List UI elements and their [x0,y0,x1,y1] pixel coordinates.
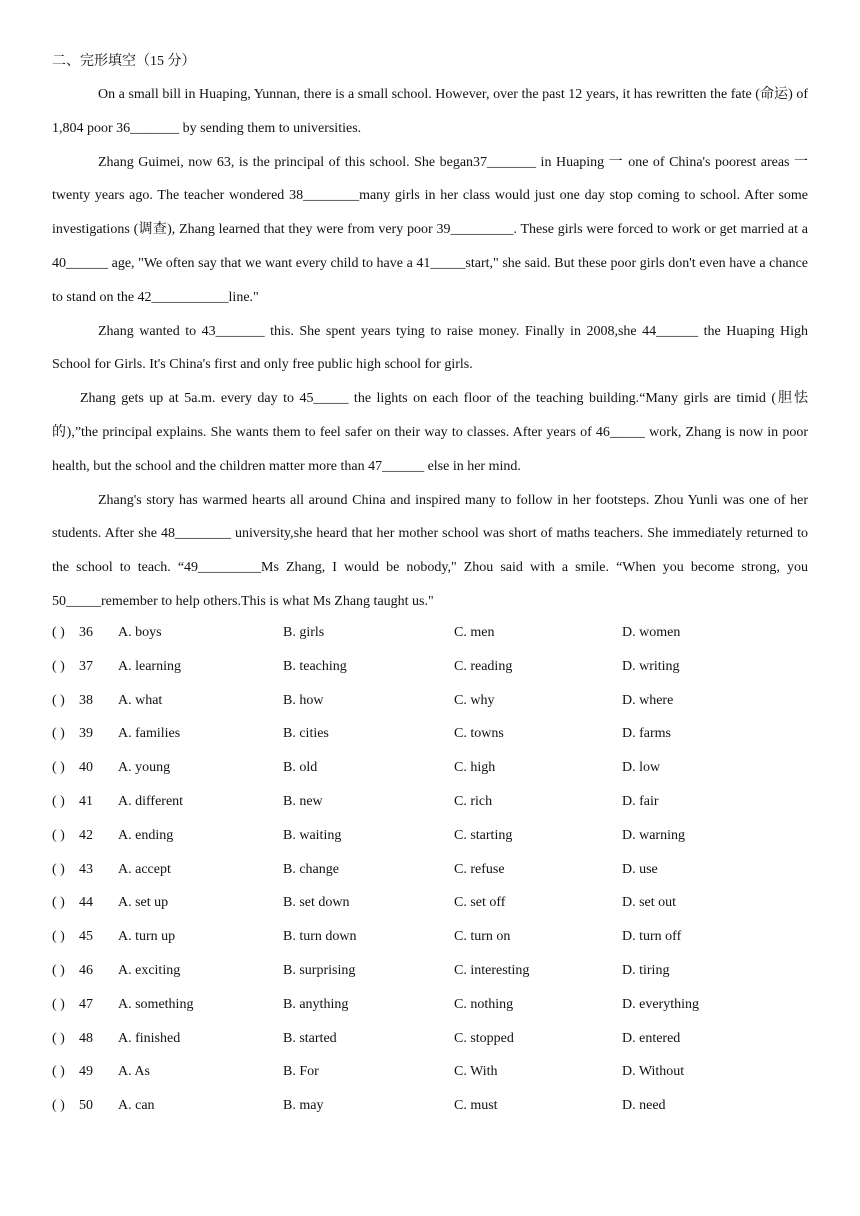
option-b: B. may [283,1098,324,1114]
option-d: D. use [622,861,658,877]
question-number: 40 [79,760,93,776]
answer-blank[interactable]: ( ) [52,692,65,708]
option-d: D. turn off [622,929,682,945]
option-a: A. turn up [118,929,176,945]
passage-paragraph-2: Zhang Guimei, now 63, is the principal of this school. She began37_______ in Huaping 一 one of China's poorest areas 一 twenty years ago. The teacher wondered 38________many girls in her class would just one day stop coming to school. After some investigations (调查), Zhang learned that they were from very poor 39_________. These girls were forced to work or get married at a 40______ age, "We often say that we want every child to have a 41_____start," she said. But these poor girls don't even have a chance to stand on the 42___________line." [52,154,808,305]
option-a: A. can [118,1098,155,1114]
option-c: C. stopped [454,1030,514,1046]
question-row [52,717,808,751]
option-b: B. old [283,760,318,776]
option-b: B. turn down [283,929,357,945]
option-c: C. must [454,1098,498,1114]
question-number: 38 [79,692,93,708]
option-c: C. towns [454,726,504,742]
answer-blank[interactable]: ( ) [52,793,65,809]
passage-paragraph-1: On a small bill in Huaping, Yunnan, there is a small school. However, over the past 12 years, it has rewritten the fate (命运) of 1,804 poor 36_______ by sending them to universities. [52,87,808,136]
option-d: D. need [622,1098,666,1114]
option-b: B. new [283,793,323,809]
question-number: 49 [79,1064,93,1080]
option-b: B. started [283,1030,337,1046]
question-number: 45 [79,929,93,945]
option-b: B. teaching [283,658,347,674]
option-c: C. rich [454,793,493,809]
option-a: A. learning [118,658,181,674]
option-b: B. change [283,861,339,877]
option-a: A. exciting [118,962,181,978]
answer-blank[interactable]: ( ) [52,1098,65,1114]
passage-paragraph-5: Zhang's story has warmed hearts all around China and inspired many to follow in her footsteps. Zhou Yunli was one of her students. After she 48________ university,she heard that her mother school was short of maths teachers. She immediately returned to the school to teach. “49_________Ms Zhang, I would be nobody," Zhou said with a smile. “When you become strong, you 50_____remember to help others.This is what Ms Zhang taught us." [52,492,808,609]
question-number: 42 [79,827,93,843]
answer-blank[interactable]: ( ) [52,726,65,742]
answer-blank[interactable]: ( ) [52,861,65,877]
option-c: C. turn on [454,929,511,945]
option-c: C. interesting [454,962,530,978]
option-b: B. how [283,692,324,708]
question-number: 50 [79,1098,93,1114]
option-d: D. where [622,692,674,708]
question-number: 44 [79,895,93,911]
question-number: 41 [79,793,93,809]
option-c: C. nothing [454,996,514,1012]
option-c: C. reading [454,658,513,674]
option-a: A. families [118,726,181,742]
option-d: D. everything [622,996,699,1012]
question-number: 43 [79,861,93,877]
question-row [52,920,808,954]
option-c: C. With [454,1064,498,1080]
option-d: D. low [622,760,661,776]
option-a: A. finished [118,1030,181,1046]
question-number: 37 [79,658,93,674]
option-d: D. entered [622,1030,681,1046]
option-a: A. ending [118,827,174,843]
question-row [52,785,808,819]
section-heading: 二、完形填空（15 分） [52,54,196,69]
option-c: C. high [454,760,496,776]
question-number: 47 [79,996,93,1012]
passage-paragraph-4: Zhang gets up at 5a.m. every day to 45_____ the lights on each floor of the teaching building.“Many girls are timid (胆怯的),”the principal explains. She wants them to feel safer on their way to classes. After years of 46_____ work, Zhang is now in poor health, but the school and the children matter more than 47______ else in her mind. [52,391,808,474]
option-d: D. warning [622,827,685,843]
question-row [52,684,808,718]
answer-blank[interactable]: ( ) [52,996,65,1012]
answer-blank[interactable]: ( ) [52,827,65,843]
option-a: A. young [118,760,171,776]
option-a: A. boys [118,625,162,640]
question-number: 48 [79,1030,93,1046]
option-c: C. set off [454,895,506,911]
question-number: 46 [79,962,93,978]
option-b: B. anything [283,996,349,1012]
question-number: 36 [79,625,93,640]
question-row [52,1089,808,1123]
option-b: B. cities [283,726,329,742]
option-b: B. girls [283,625,325,640]
option-d: D. fair [622,793,659,809]
question-row [52,751,808,785]
question-row [52,1022,808,1056]
option-b: B. surprising [283,962,356,978]
option-c: C. why [454,692,495,708]
option-a: A. what [118,692,163,708]
answer-blank[interactable]: ( ) [52,895,65,911]
question-row [52,988,808,1022]
option-d: D. Without [622,1064,685,1080]
option-b: B. set down [283,895,350,911]
option-d: D. set out [622,895,677,911]
question-row [52,616,808,650]
option-a: A. different [118,793,184,809]
option-d: D. women [622,625,681,640]
question-row [52,650,808,684]
option-d: D. farms [622,726,671,742]
question-row [52,886,808,920]
option-a: A. something [118,996,194,1012]
option-b: B. waiting [283,827,342,843]
question-list [52,616,808,1123]
option-d: D. tiring [622,962,670,978]
answer-blank[interactable]: ( ) [52,760,65,776]
question-number: 39 [79,726,93,742]
answer-blank[interactable]: ( ) [52,658,65,674]
option-d: D. writing [622,658,680,674]
answer-blank[interactable]: ( ) [52,929,65,945]
option-b: B. For [283,1064,319,1080]
passage-paragraph-3: Zhang wanted to 43_______ this. She spent years tying to raise money. Finally in 2008,she 44______ the Huaping High School for Girls. It's China's first and only free public high school for girls. [52,323,808,373]
answer-blank[interactable]: ( ) [52,962,65,978]
question-row [52,954,808,988]
question-row [52,819,808,853]
option-c: C. men [454,625,495,640]
answer-blank[interactable]: ( ) [52,1030,65,1046]
option-a: A. As [118,1064,150,1080]
option-a: A. set up [118,895,169,911]
answer-blank[interactable]: ( ) [52,1064,65,1080]
answer-blank[interactable]: ( ) [52,625,65,640]
question-row [52,1055,808,1089]
question-row [52,853,808,887]
option-c: C. refuse [454,861,505,877]
option-c: C. starting [454,827,513,843]
option-a: A. accept [118,861,171,877]
cloze-passage [52,78,808,619]
